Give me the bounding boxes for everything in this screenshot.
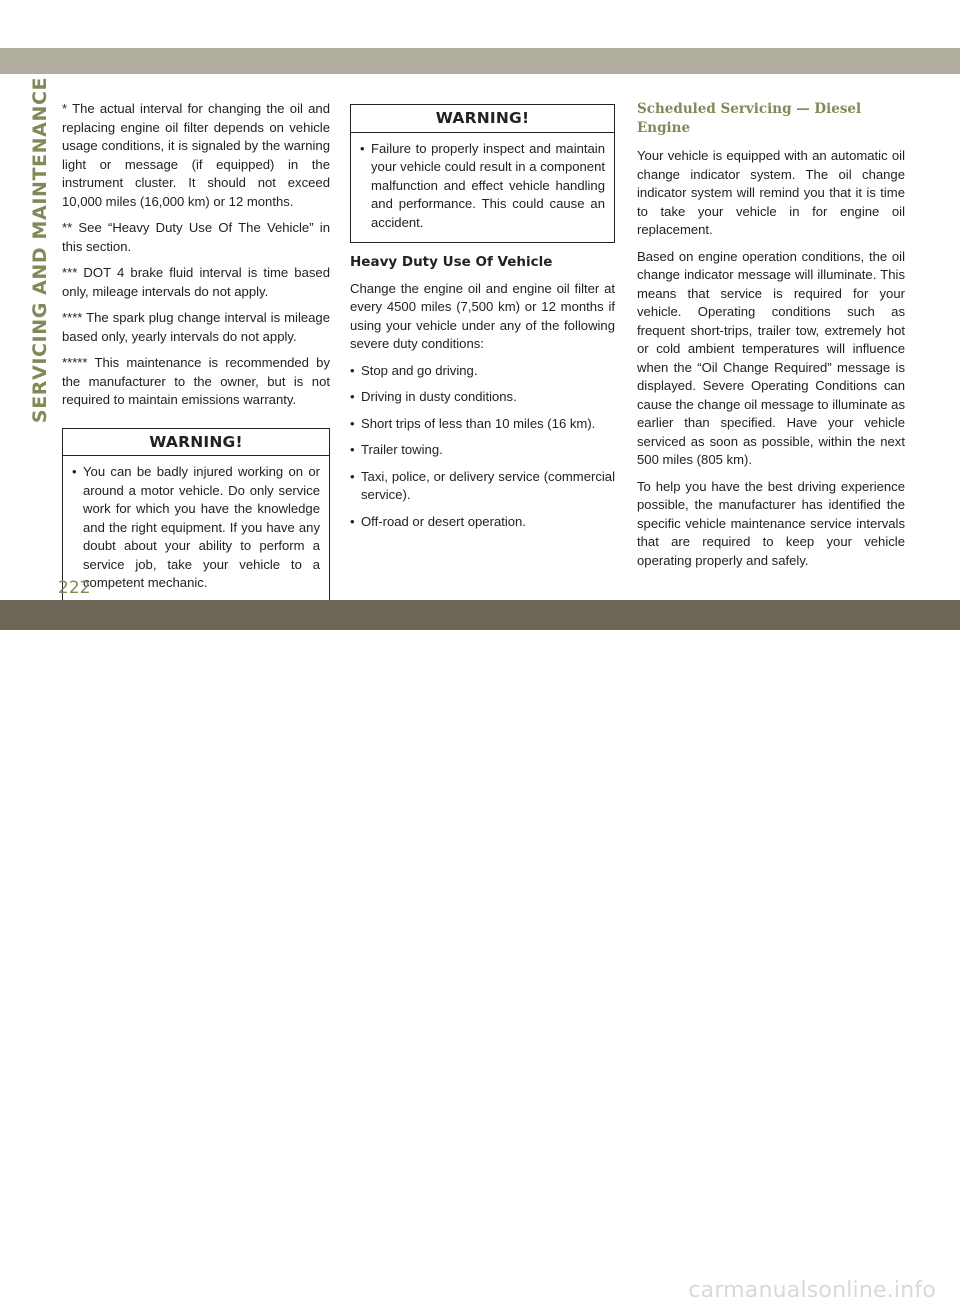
footer-area	[0, 630, 960, 1303]
footnote-5: ***** This maintenance is recommended by the manufacturer to the owner, but is not required to maintain emissions warranty.	[62, 355, 330, 407]
footnote-4: **** The spark plug change interval is mileage based only, yearly intervals do not apply.	[62, 310, 330, 344]
column-right	[637, 100, 905, 578]
warning-bullet	[360, 140, 605, 233]
paragraph-1: Your vehicle is equipped with an automatic oil change indicator system. The oil change indicator system will remind you that it is time to take your vehicle in for engine oil replacement.	[637, 148, 905, 237]
bullet-icon: •	[72, 464, 77, 479]
footer-band	[0, 600, 960, 630]
list-item	[350, 415, 615, 434]
column-middle	[350, 104, 615, 539]
bullet-icon: •	[350, 362, 355, 378]
warning-body	[351, 133, 614, 243]
list-item-text: Short trips of less than 10 miles (16 km).	[361, 415, 596, 431]
chapter-title-text: SERVICING AND MAINTENANCE	[29, 76, 52, 424]
chapter-side-title	[27, 76, 53, 424]
bullet-icon: •	[350, 468, 355, 484]
footnote-2: ** See “Heavy Duty Use Of The Vehicle” in this section.	[62, 220, 330, 254]
warning-bullet	[72, 463, 320, 593]
heavy-duty-intro: Change the engine oil and engine oil filter at every 4500 miles (7,500 km) or 12 months if using your vehicle under any of the following severe duty conditions:	[350, 280, 615, 351]
list-item	[350, 362, 615, 381]
list-item-text: Trailer towing.	[361, 442, 443, 457]
paragraph-3: To help you have the best driving experience possible, the manufacturer has identified the specific vehicle maintenance service intervals that are required to keep your vehicle operating properly and safely.	[637, 478, 905, 568]
column-left	[62, 100, 330, 604]
bullet-icon: •	[360, 140, 365, 156]
warning-box-inspection	[350, 104, 615, 243]
section-heading-diesel: Scheduled Servicing — Diesel Engine	[637, 101, 862, 136]
severe-conditions-list	[350, 362, 615, 532]
list-item	[350, 388, 615, 407]
list-item-text: Stop and go driving.	[361, 362, 478, 378]
heavy-duty-heading: Heavy Duty Use Of Vehicle	[350, 254, 553, 270]
watermark-text: carmanualsonline.info	[688, 1278, 936, 1303]
bullet-icon: •	[350, 513, 355, 529]
list-item-text: Off-road or desert operation.	[361, 513, 526, 529]
warning-text: You can be badly injured working on or around a motor vehicle. Do only service work for which you have the knowledge and the right equipment. If you have any doubt about your ability to perform a service job, take your vehicle to a competent mechanic.	[83, 464, 320, 590]
warning-box-injury	[62, 428, 330, 604]
warning-body	[63, 456, 329, 603]
bullet-icon: •	[350, 389, 355, 404]
page-number: 222	[58, 578, 91, 598]
bullet-icon: •	[350, 442, 355, 457]
warning-title: WARNING!	[63, 429, 329, 457]
warning-text: Failure to properly inspect and maintain your vehicle could result in a component malfunction and effect vehicle handling and performance. This could cause an accident.	[371, 140, 605, 230]
list-item	[350, 468, 615, 505]
list-item-text: Taxi, police, or delivery service (commercial service).	[361, 468, 615, 502]
footnote-3: *** DOT 4 brake fluid interval is time based only, mileage intervals do not apply.	[62, 265, 330, 299]
header-band	[0, 48, 960, 74]
list-item	[350, 441, 615, 460]
list-item	[350, 513, 615, 532]
list-item-text: Driving in dusty conditions.	[361, 389, 517, 404]
warning-title: WARNING!	[351, 105, 614, 133]
paragraph-2: Based on engine operation conditions, the oil change indicator message will illuminate. This means that service is required for your vehicle. Operating conditions such as frequent short-trips, trailer tow, extremely hot or cold ambient temperatures will influence when the “Oil Change Required” message is displayed. Severe Operating Conditions can cause the change oil message to illuminate as earlier than specified. Have your vehicle serviced as soon as possible, within the next 500 miles (805 km).	[637, 248, 905, 467]
footnote-1: * The actual interval for changing the oil and replacing engine oil filter depends on vehicle usage conditions, it is signaled by the warning light or message (if equipped) in the instrument cluster. It should not exceed 10,000 miles (16,000 km) or 12 months.	[62, 101, 330, 209]
bullet-icon: •	[350, 415, 355, 431]
